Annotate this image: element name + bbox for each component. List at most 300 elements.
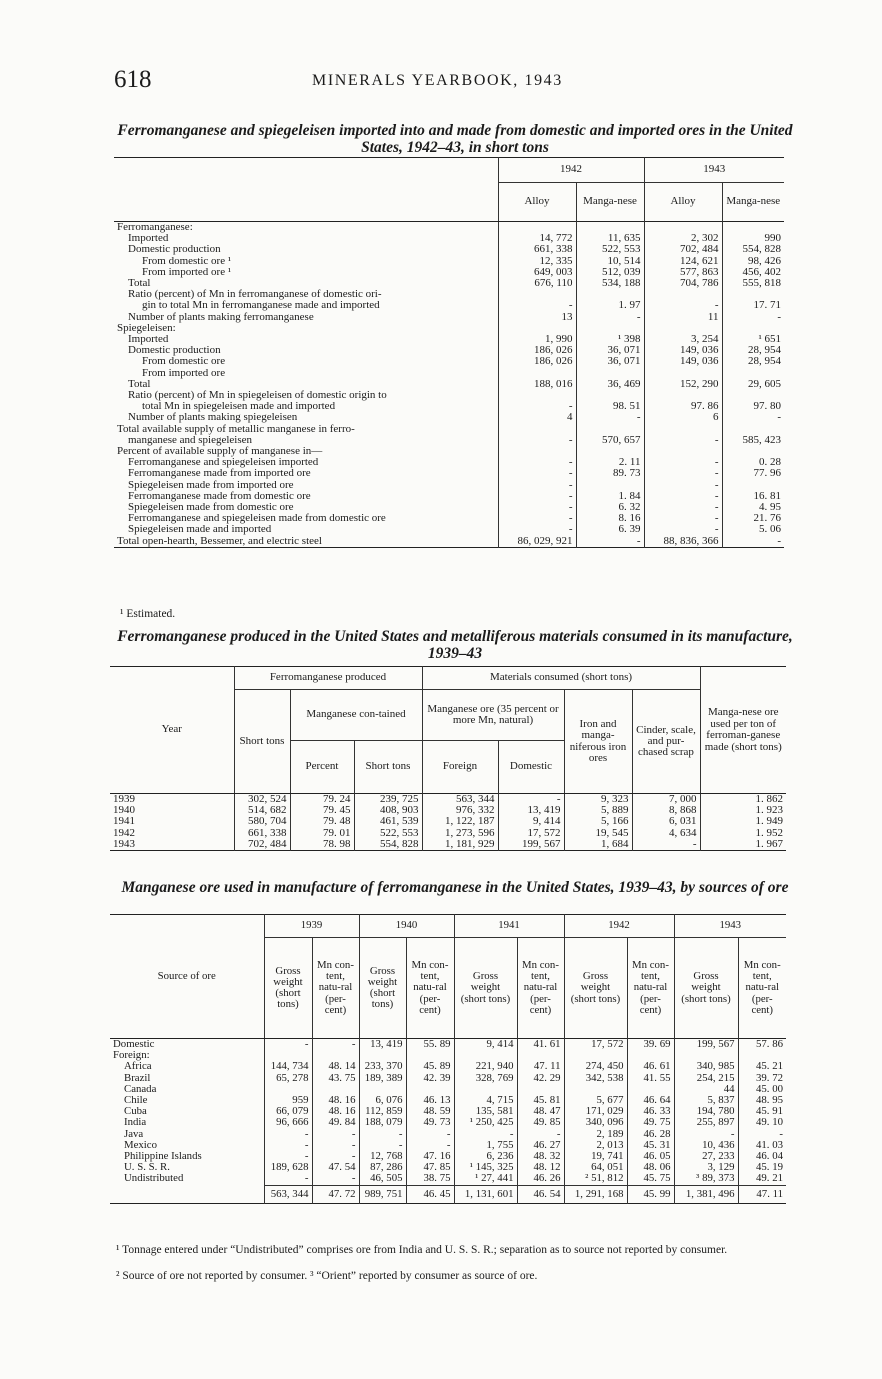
table-cell: 239, 725 xyxy=(354,794,422,806)
table-cell: 86, 029, 921 xyxy=(498,536,576,548)
table-cell: 6. 39 xyxy=(576,524,644,535)
table-cell: 1. 949 xyxy=(700,816,786,827)
total-cell: 1, 131, 601 xyxy=(454,1185,517,1203)
row-label: total Mn in spiegeleisen made and imported xyxy=(142,400,336,413)
table-cell: 340, 985 xyxy=(674,1061,738,1072)
table-cell: 340, 096 xyxy=(564,1117,627,1128)
table-cell: ¹ 651 xyxy=(722,334,784,345)
table-cell: 17, 572 xyxy=(498,828,564,839)
table-cell: 46, 505 xyxy=(359,1173,406,1185)
t3-gross-header: Gross weight (short tons) xyxy=(359,938,406,1039)
table-cell: - xyxy=(312,1140,359,1151)
t1-manganese-header: Manga-nese xyxy=(576,183,644,222)
table-cell: 555, 818 xyxy=(722,278,784,289)
table-cell: 649, 003 xyxy=(498,267,576,278)
total-cell: 47. 72 xyxy=(312,1185,359,1203)
t3-mn-header: Mn con-tent, natu-ral (per-cent) xyxy=(627,938,674,1039)
table-cell: 585, 423 xyxy=(722,435,784,446)
table-cell: 41. 55 xyxy=(627,1073,674,1084)
table-cell: 7, 000 xyxy=(632,794,700,806)
row-label: From imported ore ¹ xyxy=(142,265,232,278)
table-cell: 29, 605 xyxy=(722,379,784,390)
table3-footnote-1: ¹ Tonnage entered under “Undistributed” comprises ore from India and U. S. S. R.; separation as to source not reported by consumer. xyxy=(116,1244,728,1256)
t3-source-header: Source of ore xyxy=(110,915,264,1039)
table-cell: 49. 10 xyxy=(738,1117,786,1128)
table-cell: 45. 31 xyxy=(627,1140,674,1151)
table-row xyxy=(114,300,784,311)
table-cell: 48. 47 xyxy=(517,1106,564,1117)
table-cell: 189, 628 xyxy=(264,1162,312,1173)
t3-mn-header: Mn con-tent, natu-ral (per-cent) xyxy=(312,938,359,1039)
row-label: Java xyxy=(124,1127,144,1140)
table-cell: - xyxy=(722,312,784,323)
table-cell: 661, 338 xyxy=(498,244,576,255)
row-year: 1941 xyxy=(113,815,135,828)
table-cell: 461, 539 xyxy=(354,816,422,827)
table-cell: 46. 33 xyxy=(627,1106,674,1117)
table-cell: 149, 036 xyxy=(644,345,722,356)
t3-year-header: 1939 xyxy=(264,915,359,938)
table-cell: 49. 85 xyxy=(517,1117,564,1128)
table-cell: 8. 16 xyxy=(576,513,644,524)
row-label: Ferromanganese: xyxy=(117,221,193,233)
table-cell: - xyxy=(498,435,576,446)
t3-gross-header: Gross weight (short tons) xyxy=(674,938,738,1039)
row-label: From domestic ore ¹ xyxy=(142,254,232,267)
table-cell: 189, 389 xyxy=(359,1073,406,1084)
table-cell: 49. 84 xyxy=(312,1117,359,1128)
table-cell: 48. 95 xyxy=(738,1095,786,1106)
row-label: From imported ore xyxy=(142,366,226,379)
t2-used-header: Manga-nese ore used per ton of ferroman-ganese made (short tons) xyxy=(700,667,786,794)
table-cell: 12, 768 xyxy=(359,1151,406,1162)
table-cell: 65, 278 xyxy=(264,1073,312,1084)
t2-mn-short-tons-header: Short tons xyxy=(354,741,422,794)
table-cell: 152, 290 xyxy=(644,379,722,390)
table-cell: 28, 954 xyxy=(722,345,784,356)
table-cell: - xyxy=(498,401,576,412)
t1-manganese-header: Manga-nese xyxy=(722,183,784,222)
table-cell: 702, 484 xyxy=(644,244,722,255)
row-year: 1940 xyxy=(113,804,135,817)
table-cell: - xyxy=(517,1129,564,1140)
row-label: Ratio (percent) of Mn in spiegeleisen of domestic origin to xyxy=(128,389,387,402)
table-cell: 6. 32 xyxy=(576,502,644,513)
table-cell: - xyxy=(264,1173,312,1185)
t3-gross-header: Gross weight (short tons) xyxy=(264,938,312,1039)
row-label: Imported xyxy=(128,232,169,245)
table-cell: 254, 215 xyxy=(674,1073,738,1084)
row-label: Spiegeleisen made from imported ore xyxy=(128,478,294,491)
table-cell: - xyxy=(406,1140,454,1151)
row-label: Spiegeleisen made from domestic ore xyxy=(128,501,294,514)
table-cell: 186, 026 xyxy=(498,356,576,367)
table-cell: 36, 071 xyxy=(576,345,644,356)
table-cell: 1. 967 xyxy=(700,839,786,851)
running-title: MINERALS YEARBOOK, 1943 xyxy=(312,72,563,89)
table-cell: - xyxy=(644,480,722,491)
table-cell: 3, 254 xyxy=(644,334,722,345)
table-cell: 704, 786 xyxy=(644,278,722,289)
page-header xyxy=(114,66,794,96)
table-row xyxy=(114,468,784,479)
table2-caption: Ferromanganese produced in the United States and metalliferous materials consumed in its manufacture, 1939–43 xyxy=(117,628,793,662)
table-cell: 45. 89 xyxy=(406,1061,454,1072)
total-cell: 1, 291, 168 xyxy=(564,1185,627,1203)
row-label: Total xyxy=(128,277,151,290)
table-row xyxy=(110,839,786,851)
table-cell xyxy=(644,446,722,457)
table-cell: - xyxy=(498,468,576,479)
table-cell: 36, 469 xyxy=(576,379,644,390)
t3-gross-header: Gross weight (short tons) xyxy=(454,938,517,1039)
table-cell: 1. 952 xyxy=(700,828,786,839)
table-cell: 661, 338 xyxy=(234,828,290,839)
table-cell: 534, 188 xyxy=(576,278,644,289)
table-cell: ¹ 398 xyxy=(576,334,644,345)
table-cell: 79. 48 xyxy=(290,816,354,827)
table-cell: 2, 013 xyxy=(564,1140,627,1151)
table-cell: - xyxy=(644,524,722,535)
table-cell: 27, 233 xyxy=(674,1151,738,1162)
table-cell: - xyxy=(312,1129,359,1140)
row-label: Domestic production xyxy=(128,243,221,256)
table-cell: 49. 73 xyxy=(406,1117,454,1128)
table-cell: - xyxy=(674,1129,738,1140)
table-cell: 38. 75 xyxy=(406,1173,454,1185)
table-cell: 186, 026 xyxy=(498,345,576,356)
table2 xyxy=(110,666,786,851)
table-cell: - xyxy=(359,1129,406,1140)
row-label: Chile xyxy=(124,1094,148,1107)
table-cell: 2, 189 xyxy=(564,1129,627,1140)
table-cell: - xyxy=(498,457,576,468)
table-cell: 45. 91 xyxy=(738,1106,786,1117)
table-cell: 9, 414 xyxy=(454,1039,517,1051)
table-row xyxy=(110,1039,786,1051)
table-cell: 78. 98 xyxy=(290,839,354,851)
table-cell: - xyxy=(644,457,722,468)
table-cell: 43. 75 xyxy=(312,1073,359,1084)
table-cell: - xyxy=(406,1129,454,1140)
row-label: Undistributed xyxy=(124,1172,184,1185)
table-cell: - xyxy=(312,1173,359,1185)
row-label: Total open-hearth, Bessemer, and electric steel xyxy=(117,534,322,547)
table-cell: - xyxy=(644,491,722,502)
table-cell: 1, 684 xyxy=(564,839,632,851)
table-cell: 302, 524 xyxy=(234,794,290,806)
table-cell: 676, 110 xyxy=(498,278,576,289)
t3-year-header: 1942 xyxy=(564,915,674,938)
table-cell: 11 xyxy=(644,312,722,323)
table-cell: ³ 89, 373 xyxy=(674,1173,738,1185)
table-cell: 522, 553 xyxy=(354,828,422,839)
table-cell: 959 xyxy=(264,1095,312,1106)
table-cell: 14, 772 xyxy=(498,233,576,244)
table-cell: 13, 419 xyxy=(498,805,564,816)
table-cell: 171, 029 xyxy=(564,1106,627,1117)
table-cell: 79. 01 xyxy=(290,828,354,839)
table-cell: - xyxy=(264,1151,312,1162)
table-cell: 44 xyxy=(674,1084,738,1095)
table-cell: 13, 419 xyxy=(359,1039,406,1051)
t3-mn-header: Mn con-tent, natu-ral (per-cent) xyxy=(738,938,786,1039)
table-cell: 10, 514 xyxy=(576,256,644,267)
table-cell: 39. 69 xyxy=(627,1039,674,1051)
total-cell: 45. 99 xyxy=(627,1185,674,1203)
row-label: Domestic production xyxy=(128,344,221,357)
table-cell: - xyxy=(498,513,576,524)
row-label: Spiegeleisen made and imported xyxy=(128,523,272,536)
table-row xyxy=(114,536,784,548)
row-label: Philippine Islands xyxy=(124,1150,202,1163)
table-cell: 45. 81 xyxy=(517,1095,564,1106)
table-cell: - xyxy=(498,524,576,535)
table-cell: - xyxy=(312,1151,359,1162)
row-label: Ferromanganese made from imported ore xyxy=(128,467,311,480)
t1-year-1943: 1943 xyxy=(644,158,784,183)
table-cell: 16. 81 xyxy=(722,491,784,502)
table-cell: 48. 16 xyxy=(312,1095,359,1106)
table-cell: 112, 859 xyxy=(359,1106,406,1117)
row-label: Mexico xyxy=(124,1138,157,1151)
table-cell: 42. 39 xyxy=(406,1073,454,1084)
table-cell: 47. 16 xyxy=(406,1151,454,1162)
table-cell: 36, 071 xyxy=(576,356,644,367)
table-cell: 2, 302 xyxy=(644,233,722,244)
table-cell: 57. 86 xyxy=(738,1039,786,1051)
table-cell: 1, 181, 929 xyxy=(422,839,498,851)
table-row xyxy=(110,1073,786,1084)
row-year: 1942 xyxy=(113,826,135,839)
table-cell: 221, 940 xyxy=(454,1061,517,1072)
table-cell xyxy=(644,424,722,435)
table-cell: 328, 769 xyxy=(454,1073,517,1084)
t2-percent-header: Percent xyxy=(290,741,354,794)
table-cell: - xyxy=(644,502,722,513)
table-cell: 48. 06 xyxy=(627,1162,674,1173)
table-cell: 45. 75 xyxy=(627,1173,674,1185)
table-cell: 3, 129 xyxy=(674,1162,738,1173)
table-cell xyxy=(498,446,576,457)
table-cell: 46. 27 xyxy=(517,1140,564,1151)
table-cell: 19, 741 xyxy=(564,1151,627,1162)
t3-year-header: 1943 xyxy=(674,915,786,938)
table-cell: - xyxy=(644,435,722,446)
table-cell: 1. 84 xyxy=(576,491,644,502)
table-cell: 28, 954 xyxy=(722,356,784,367)
table-cell: 199, 567 xyxy=(674,1039,738,1051)
table-cell: 46. 05 xyxy=(627,1151,674,1162)
table-cell: 514, 682 xyxy=(234,805,290,816)
row-label: Cuba xyxy=(124,1105,147,1118)
table1 xyxy=(114,157,784,548)
table-cell: 149, 036 xyxy=(644,356,722,367)
t2-year-header: Year xyxy=(110,667,234,794)
table-row xyxy=(114,524,784,535)
table-cell: 570, 657 xyxy=(576,435,644,446)
table-cell: 456, 402 xyxy=(722,267,784,278)
table-cell: - xyxy=(454,1129,517,1140)
table-cell: 17. 71 xyxy=(722,300,784,311)
table-cell: 79. 24 xyxy=(290,794,354,806)
row-year: 1939 xyxy=(113,793,135,805)
table-cell: 580, 704 xyxy=(234,816,290,827)
row-label: Number of plants making ferromanganese xyxy=(128,310,314,323)
table-cell: 144, 734 xyxy=(264,1061,312,1072)
table-cell: 4. 95 xyxy=(722,502,784,513)
table-cell: 512, 039 xyxy=(576,267,644,278)
table-cell: 9, 323 xyxy=(564,794,632,806)
table3 xyxy=(110,914,786,1204)
table-cell: 8, 868 xyxy=(632,805,700,816)
table-row xyxy=(110,1173,786,1185)
table-cell: 4 xyxy=(498,412,576,423)
table-cell: 554, 828 xyxy=(722,244,784,255)
t2-domestic-header: Domestic xyxy=(498,741,564,794)
t2-short-tons-header: Short tons xyxy=(234,690,290,794)
table-cell: 87, 286 xyxy=(359,1162,406,1173)
t1-alloy-header: Alloy xyxy=(498,183,576,222)
table-cell: ² 51, 812 xyxy=(564,1173,627,1185)
table-cell: 990 xyxy=(722,233,784,244)
row-label: Total available supply of metallic manganese in ferro- xyxy=(117,422,355,435)
table-row xyxy=(114,412,784,423)
table-cell: 1, 122, 187 xyxy=(422,816,498,827)
table-cell: 408, 903 xyxy=(354,805,422,816)
table-cell: 5, 889 xyxy=(564,805,632,816)
total-cell: 47. 11 xyxy=(738,1185,786,1203)
table-cell: 5, 677 xyxy=(564,1095,627,1106)
table-cell: 1, 755 xyxy=(454,1140,517,1151)
table-row xyxy=(110,1117,786,1128)
table-cell: 21. 76 xyxy=(722,513,784,524)
table-cell: 4, 634 xyxy=(632,828,700,839)
table-cell: 41. 61 xyxy=(517,1039,564,1051)
row-label: Ferromanganese and spiegeleisen made from domestic ore xyxy=(128,512,386,525)
table-cell: 4, 715 xyxy=(454,1095,517,1106)
table-cell: 255, 897 xyxy=(674,1117,738,1128)
table-cell: 41. 03 xyxy=(738,1140,786,1151)
table-cell: 199, 567 xyxy=(498,839,564,851)
table-cell: 124, 621 xyxy=(644,256,722,267)
table-cell: 1. 862 xyxy=(700,794,786,806)
table-cell: 577, 863 xyxy=(644,267,722,278)
table-cell: 46. 26 xyxy=(517,1173,564,1185)
t2-iron-header: Iron and manga-niferous iron ores xyxy=(564,690,632,794)
table-cell: 48. 16 xyxy=(312,1106,359,1117)
table-cell: - xyxy=(359,1140,406,1151)
table-cell: - xyxy=(738,1129,786,1140)
table-cell: ¹ 27, 441 xyxy=(454,1173,517,1185)
table1-footnote: ¹ Estimated. xyxy=(120,608,176,620)
table-cell: 19, 545 xyxy=(564,828,632,839)
row-label: From domestic ore xyxy=(142,355,226,368)
table-cell: 77. 96 xyxy=(722,468,784,479)
table-cell: 2. 11 xyxy=(576,457,644,468)
table-cell: 97. 86 xyxy=(644,401,722,412)
table-cell: 46. 28 xyxy=(627,1129,674,1140)
row-label: Spiegeleisen: xyxy=(117,321,176,334)
table-cell: 6, 031 xyxy=(632,816,700,827)
table-cell: 563, 344 xyxy=(422,794,498,806)
t2-mc-header: Materials consumed (short tons) xyxy=(422,667,700,690)
table-cell: 233, 370 xyxy=(359,1061,406,1072)
t2-mn-contained-header: Manganese con-tained xyxy=(290,690,422,741)
row-label: Foreign: xyxy=(113,1049,150,1062)
t3-gross-header: Gross weight (short tons) xyxy=(564,938,627,1039)
table-cell: 9, 414 xyxy=(498,816,564,827)
table-cell: - xyxy=(576,312,644,323)
table-row xyxy=(114,356,784,367)
table-cell: 47. 11 xyxy=(517,1061,564,1072)
page-number: 618 xyxy=(114,66,152,93)
row-label: U. S. S. R. xyxy=(124,1161,170,1174)
total-cell: 989, 751 xyxy=(359,1185,406,1203)
table-cell xyxy=(644,289,722,300)
row-label: Ferromanganese made from domestic ore xyxy=(128,489,311,502)
total-cell: 563, 344 xyxy=(264,1185,312,1203)
table-cell xyxy=(498,289,576,300)
row-label: India xyxy=(124,1116,147,1129)
table-row xyxy=(114,312,784,323)
row-label: Canada xyxy=(124,1082,157,1095)
row-label: Ratio (percent) of Mn in ferromanganese of domestic ori- xyxy=(128,288,382,301)
table-cell: 976, 332 xyxy=(422,805,498,816)
table-cell xyxy=(498,390,576,401)
table-cell: 48. 12 xyxy=(517,1162,564,1173)
table-cell: 46. 61 xyxy=(627,1061,674,1072)
total-cell: 46. 54 xyxy=(517,1185,564,1203)
table-cell: 11, 635 xyxy=(576,233,644,244)
table-cell: 45. 21 xyxy=(738,1061,786,1072)
table-cell: 96, 666 xyxy=(264,1117,312,1128)
table-cell: 188, 016 xyxy=(498,379,576,390)
table-cell: - xyxy=(264,1039,312,1051)
table-row xyxy=(114,222,784,234)
table-cell: 47. 54 xyxy=(312,1162,359,1173)
table-cell: - xyxy=(498,794,564,806)
total-label xyxy=(110,1185,264,1203)
row-label: Imported xyxy=(128,333,169,346)
table-cell: 55. 89 xyxy=(406,1039,454,1051)
table-cell: - xyxy=(644,468,722,479)
t2-fp-header: Ferromanganese produced xyxy=(234,667,422,690)
table3-caption: Manganese ore used in manufacture of ferromanganese in the United States, 1939–43, by sources of ore xyxy=(121,879,789,896)
table-cell: 42. 29 xyxy=(517,1073,564,1084)
table-cell: - xyxy=(498,300,576,311)
row-label: gin to total Mn in ferromanganese made and imported xyxy=(142,299,380,312)
t3-mn-header: Mn con-tent, natu-ral (per-cent) xyxy=(517,938,564,1039)
table-cell: 47. 85 xyxy=(406,1162,454,1173)
table-cell: 49. 21 xyxy=(738,1173,786,1185)
table-cell: 5, 837 xyxy=(674,1095,738,1106)
table-cell: 39. 72 xyxy=(738,1073,786,1084)
t2-cinder-header: Cinder, scale, and pur-chased scrap xyxy=(632,690,700,794)
table-cell: 194, 780 xyxy=(674,1106,738,1117)
table-cell: 97. 80 xyxy=(722,401,784,412)
t1-year-1942: 1942 xyxy=(498,158,644,183)
table-cell: 45. 19 xyxy=(738,1162,786,1173)
table-cell: - xyxy=(264,1129,312,1140)
table-cell: 5. 06 xyxy=(722,524,784,535)
table-cell: 1, 990 xyxy=(498,334,576,345)
table-cell: 274, 450 xyxy=(564,1061,627,1072)
row-label: Africa xyxy=(124,1060,152,1073)
table-row xyxy=(114,323,784,334)
table-cell: 48. 32 xyxy=(517,1151,564,1162)
table-cell: 46. 04 xyxy=(738,1151,786,1162)
